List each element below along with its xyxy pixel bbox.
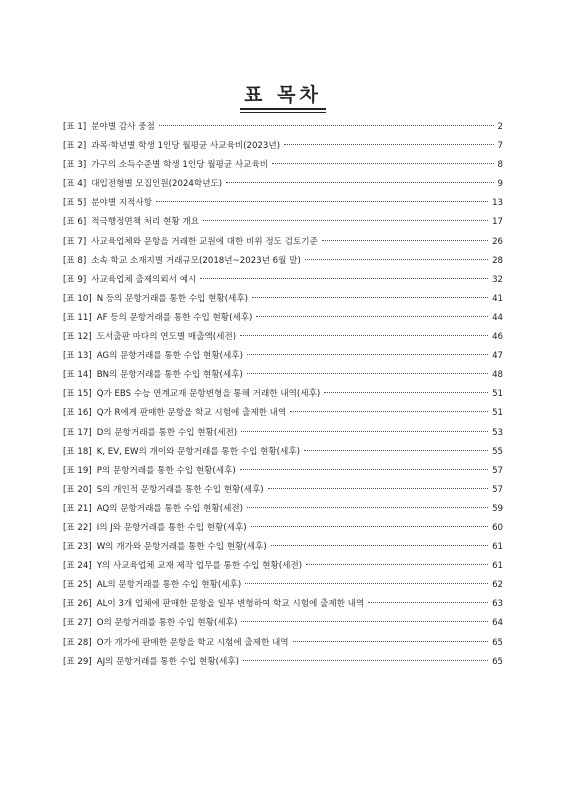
toc-entry-page: 41: [492, 293, 503, 304]
toc-entry[interactable]: [63, 369, 503, 388]
toc-entry-label: [표 27]: [63, 618, 92, 629]
toc-entry-page: 65: [492, 656, 503, 667]
leader-dots: [203, 220, 488, 221]
toc-entry-page: 28: [492, 255, 503, 266]
leader-dots: [268, 488, 488, 489]
leader-dots: [240, 335, 488, 336]
toc-entry-title: AJ의 문항거래를 통한 수입 현황(세후): [96, 656, 239, 667]
toc-entry-page: 2: [497, 122, 503, 132]
toc-entry-label: [표 11]: [63, 312, 92, 323]
leader-dots: [243, 660, 488, 661]
toc-entry[interactable]: [63, 274, 503, 293]
toc-entry-page: 7: [497, 141, 503, 152]
toc-entry-title: O가 개가에 판매한 문항을 학교 시험에 출제한 내역: [96, 637, 289, 648]
toc-entry-page: 61: [492, 561, 503, 572]
toc-entry-title: 대입전형별 모집인원(2024학년도): [91, 179, 223, 190]
toc-entry[interactable]: [63, 140, 503, 159]
leader-dots: [159, 125, 494, 126]
table-of-contents: [63, 121, 503, 675]
toc-entry-label: [표 5]: [63, 198, 87, 209]
toc-entry-label: [표 16]: [63, 408, 92, 419]
toc-entry-label: [표 13]: [63, 351, 92, 362]
leader-dots: [200, 278, 488, 279]
page-title: 표 목차: [240, 80, 326, 110]
leader-dots: [226, 182, 493, 183]
toc-entry-label: [표 2]: [63, 141, 87, 152]
toc-entry-title: K, EV, EW의 개이와 문항거래를 통한 수입 현황(세후): [96, 446, 300, 457]
toc-entry-label: [표 25]: [63, 580, 92, 591]
toc-entry-title: 사교육업체 출제의뢰서 예시: [91, 274, 197, 285]
toc-entry[interactable]: [63, 236, 503, 255]
toc-entry[interactable]: [63, 503, 503, 522]
toc-entry-label: [표 17]: [63, 427, 92, 438]
leader-dots: [322, 240, 488, 241]
toc-entry[interactable]: [63, 617, 503, 636]
toc-entry[interactable]: [63, 255, 503, 274]
toc-entry-label: [표 10]: [63, 293, 92, 304]
leader-dots: [247, 507, 488, 508]
toc-entry-page: 61: [492, 542, 503, 553]
leader-dots: [304, 450, 488, 451]
toc-entry-title: 소속 학교 소재지별 거래규모(2018년~2023년 6월 말): [91, 255, 301, 266]
toc-entry[interactable]: [63, 331, 503, 350]
toc-entry[interactable]: [63, 484, 503, 503]
toc-entry[interactable]: [63, 598, 503, 617]
toc-entry-title: S의 개인적 문항거래를 통한 수입 현황(세후): [96, 484, 264, 495]
toc-entry-label: [표 19]: [63, 465, 92, 476]
toc-entry-label: [표 12]: [63, 332, 92, 343]
toc-entry[interactable]: [63, 159, 503, 178]
leader-dots: [290, 411, 488, 412]
toc-entry-title: AL의 문항거래를 통한 수입 현황(세후): [96, 580, 242, 591]
toc-entry[interactable]: [63, 579, 503, 598]
leader-dots: [272, 163, 493, 164]
toc-entry[interactable]: [63, 197, 503, 216]
toc-entry-page: 48: [492, 370, 503, 381]
toc-entry[interactable]: [63, 465, 503, 484]
toc-entry-page: 26: [492, 236, 503, 247]
toc-entry-page: 9: [497, 179, 503, 190]
toc-entry-page: 17: [492, 217, 503, 228]
toc-entry[interactable]: [63, 560, 503, 579]
toc-entry-title: 분야별 지적사항: [91, 198, 153, 209]
toc-entry-page: 57: [492, 465, 503, 476]
title-container: [0, 80, 566, 110]
toc-entry-label: [표 21]: [63, 503, 92, 514]
toc-entry-title: 가구의 소득수준별 학생 1인당 월평균 사교육비: [91, 160, 269, 171]
toc-entry-page: 32: [492, 274, 503, 285]
leader-dots: [241, 621, 488, 622]
toc-entry-title: 사교육업체와 문항을 거래한 교원에 대한 비위 정도 검토기준: [91, 236, 318, 247]
leader-dots: [247, 373, 488, 374]
toc-entry[interactable]: [63, 350, 503, 369]
toc-entry-label: [표 7]: [63, 236, 87, 247]
leader-dots: [284, 144, 493, 145]
toc-entry-page: 60: [492, 522, 503, 533]
toc-entry-label: [표 6]: [63, 217, 87, 228]
leader-dots: [247, 354, 488, 355]
toc-entry-page: 62: [492, 580, 503, 591]
toc-entry[interactable]: [63, 293, 503, 312]
leader-dots: [271, 545, 488, 546]
leader-dots: [306, 564, 488, 565]
toc-entry-title: AF 등의 문항거래를 통한 수입 현황(세후): [96, 312, 253, 323]
toc-entry-title: 분야별 감사 중점: [91, 122, 155, 132]
leader-dots: [240, 469, 488, 470]
toc-entry[interactable]: [63, 446, 503, 465]
toc-entry-page: 46: [492, 332, 503, 343]
toc-entry[interactable]: [63, 541, 503, 560]
leader-dots: [245, 583, 488, 584]
toc-entry-title: P의 문항거래를 통한 수입 현황(세후): [96, 465, 236, 476]
toc-entry[interactable]: [63, 216, 503, 235]
toc-entry-page: 57: [492, 484, 503, 495]
toc-entry-label: [표 22]: [63, 522, 92, 533]
toc-entry-page: 64: [492, 618, 503, 629]
toc-entry-page: 63: [492, 599, 503, 610]
leader-dots: [293, 641, 488, 642]
toc-entry-label: [표 9]: [63, 274, 87, 285]
toc-entry-label: [표 26]: [63, 599, 92, 610]
toc-entry-label: [표 3]: [63, 160, 87, 171]
toc-entry-title: 과목·학년별 학생 1인당 월평균 사교육비(2023년): [91, 141, 281, 152]
toc-entry-page: 59: [492, 503, 503, 514]
toc-entry[interactable]: [63, 427, 503, 446]
toc-entry-page: 53: [492, 427, 503, 438]
toc-entry-title: AL이 3개 업체에 판매한 문항을 일부 변형하여 학교 시험에 출제한 내역: [96, 599, 365, 610]
toc-entry[interactable]: [63, 121, 503, 140]
toc-entry-page: 65: [492, 637, 503, 648]
leader-dots: [156, 201, 488, 202]
toc-entry-page: 13: [492, 198, 503, 209]
toc-entry-title: W의 개가와 문항거래를 통한 수입 현황(세후): [96, 542, 267, 553]
toc-entry-title: I의 J와 문항거래를 통한 수입 현황(세후): [96, 522, 247, 533]
toc-entry-title: AQ의 문항거래를 통한 수입 현황(세전): [96, 503, 244, 514]
toc-entry[interactable]: [63, 178, 503, 197]
toc-entry-label: [표 8]: [63, 255, 87, 266]
leader-dots: [241, 431, 488, 432]
toc-entry[interactable]: [63, 388, 503, 407]
toc-entry-title: Q가 EBS 수능 연계교재 문항변형을 통해 거래한 내역(세후): [96, 389, 321, 400]
toc-entry-label: [표 29]: [63, 656, 92, 667]
toc-entry-page: 55: [492, 446, 503, 457]
toc-entry-title: Y의 사교육업체 교재 제작 업무를 통한 수입 현황(세전): [96, 561, 303, 572]
toc-entry-label: [표 4]: [63, 179, 87, 190]
toc-entry-label: [표 15]: [63, 389, 92, 400]
leader-dots: [324, 392, 488, 393]
toc-entry-title: D의 문항거래를 통한 수입 현황(세전): [96, 427, 238, 438]
toc-entry-title: Q가 R에게 판매한 문항을 학교 시험에 출제한 내역: [96, 408, 287, 419]
toc-entry[interactable]: [63, 637, 503, 656]
toc-entry-page: 51: [492, 408, 503, 419]
toc-entry-label: [표 1]: [63, 122, 87, 132]
toc-entry-label: [표 14]: [63, 370, 92, 381]
toc-entry-title: BN의 문항거래를 통한 수입 현황(세후): [96, 370, 243, 381]
toc-entry-label: [표 24]: [63, 561, 92, 572]
leader-dots: [252, 297, 488, 298]
toc-entry-title: 도서출판 마다의 연도별 매출액(세전): [96, 332, 237, 343]
toc-entry-page: 8: [497, 160, 503, 171]
toc-entry-label: [표 28]: [63, 637, 92, 648]
toc-entry-page: 44: [492, 312, 503, 323]
toc-entry[interactable]: [63, 407, 503, 426]
toc-entry[interactable]: [63, 522, 503, 541]
toc-entry-title: O의 문항거래를 통한 수입 현황(세후): [96, 618, 238, 629]
toc-entry-title: N 등의 문항거래를 통한 수입 현황(세후): [96, 293, 249, 304]
leader-dots: [305, 259, 488, 260]
toc-entry-title: 적극행정면책 처리 현황 개요: [91, 217, 200, 228]
toc-entry-label: [표 20]: [63, 484, 92, 495]
leader-dots: [368, 602, 488, 603]
toc-entry-label: [표 23]: [63, 542, 92, 553]
toc-entry-label: [표 18]: [63, 446, 92, 457]
leader-dots: [251, 526, 488, 527]
toc-entry-page: 47: [492, 351, 503, 362]
toc-entry-page: 51: [492, 389, 503, 400]
toc-entry[interactable]: [63, 656, 503, 675]
toc-entry[interactable]: [63, 312, 503, 331]
toc-entry-title: AG의 문항거래를 통한 수입 현황(세후): [96, 351, 243, 362]
leader-dots: [256, 316, 488, 317]
